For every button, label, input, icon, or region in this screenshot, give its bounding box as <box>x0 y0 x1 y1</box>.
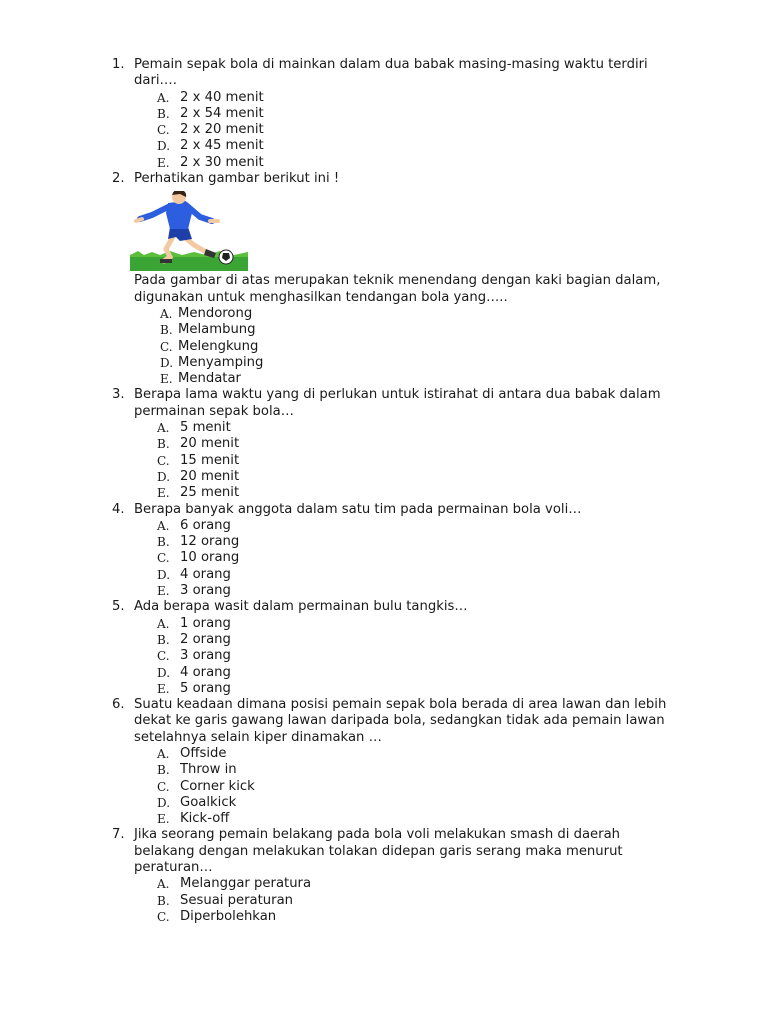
option-letter: A. <box>157 877 170 892</box>
question-7 <box>0 827 768 925</box>
option-text: Kick-off <box>180 811 230 827</box>
option-c <box>0 339 768 355</box>
option-text: 15 menit <box>180 452 240 468</box>
option-text: 20 menit <box>180 436 240 452</box>
option-e <box>0 371 768 387</box>
option-text: 25 menit <box>180 485 240 501</box>
option-letter: D. <box>157 469 171 484</box>
option-d <box>0 795 768 811</box>
option-letter: C. <box>160 339 173 354</box>
option-letter: A. <box>157 90 170 105</box>
option-a <box>0 746 768 762</box>
option-letter: A. <box>157 518 170 533</box>
question-number: 4. <box>112 501 125 517</box>
question-text-continued: Pada gambar di atas merupakan teknik menendang dengan kaki bagian dalam, digunakan untuk menghasilkan tendangan bola yang….. <box>134 273 661 305</box>
option-a <box>0 306 768 322</box>
option-text: 20 menit <box>180 468 240 484</box>
option-letter: B. <box>157 763 170 778</box>
option-d <box>0 355 768 371</box>
option-letter: E. <box>157 812 170 827</box>
option-letter: B. <box>157 893 170 908</box>
option-text: 2 x 54 menit <box>180 105 264 121</box>
option-text: 12 orang <box>180 534 240 550</box>
option-b <box>0 106 768 122</box>
option-list <box>0 616 768 697</box>
option-c <box>0 779 768 795</box>
option-a <box>0 420 768 436</box>
option-letter: E. <box>157 155 170 170</box>
option-list <box>0 518 768 599</box>
option-b <box>0 762 768 778</box>
option-letter: B. <box>157 437 170 452</box>
option-letter: C. <box>157 909 170 924</box>
option-letter: C. <box>157 551 170 566</box>
question-number: 1. <box>112 57 125 72</box>
option-d <box>0 665 768 681</box>
option-b <box>0 632 768 648</box>
option-letter: B. <box>157 535 170 550</box>
question-text: Jika seorang pemain belakang pada bola voli melakukan smash di daerah belakang dengan melakukan tolakan didepan garis serang maka menurut peraturan… <box>134 827 623 876</box>
option-text: Throw in <box>180 762 237 778</box>
option-text: 5 orang <box>180 680 231 696</box>
option-a <box>0 616 768 632</box>
option-letter: B. <box>160 323 173 338</box>
option-text: Mendorong <box>178 305 253 321</box>
question-3 <box>0 387 768 501</box>
option-letter: E. <box>157 681 170 696</box>
soccer-player-image <box>130 191 248 271</box>
option-text: Melengkung <box>178 338 259 354</box>
question-text: Ada berapa wasit dalam permainan bulu tangkis… <box>134 599 468 615</box>
option-d <box>0 567 768 583</box>
option-letter: D. <box>157 139 171 154</box>
option-e <box>0 583 768 599</box>
option-letter: D. <box>157 567 171 582</box>
question-number: 6. <box>112 697 125 713</box>
option-b <box>0 893 768 909</box>
option-text: Diperbolehkan <box>180 908 277 924</box>
option-c <box>0 909 768 925</box>
option-letter: C. <box>157 123 170 138</box>
question-number: 5. <box>112 599 125 615</box>
question-5 <box>0 599 768 697</box>
option-letter: B. <box>157 106 170 121</box>
option-text: 2 orang <box>180 631 231 647</box>
option-letter: D. <box>157 795 171 810</box>
option-c <box>0 648 768 664</box>
option-a <box>0 90 768 106</box>
option-letter: C. <box>157 779 170 794</box>
option-text: Sesuai peraturan <box>180 892 294 908</box>
question-2 <box>0 171 768 387</box>
option-list <box>0 876 768 925</box>
option-text: 2 x 45 menit <box>180 138 264 154</box>
option-list <box>0 90 768 171</box>
option-d <box>0 469 768 485</box>
question-text: Pemain sepak bola di mainkan dalam dua babak masing-masing waktu terdiri dari…. <box>134 57 648 89</box>
question-text: Berapa banyak anggota dalam satu tim pada permainan bola voli… <box>134 501 582 517</box>
option-list <box>0 306 768 387</box>
option-text: Melambung <box>178 322 256 338</box>
option-text: 1 orang <box>180 615 231 631</box>
soccer-player-illustration <box>130 191 248 271</box>
option-letter: A. <box>157 421 170 436</box>
option-text: Goalkick <box>180 794 237 810</box>
option-letter: A. <box>157 746 170 761</box>
option-e <box>0 811 768 827</box>
question-1 <box>0 57 768 171</box>
question-number: 7. <box>112 827 125 843</box>
option-letter: C. <box>157 649 170 664</box>
option-a <box>0 876 768 892</box>
option-e <box>0 155 768 171</box>
option-text: Mendatar <box>178 371 241 387</box>
option-text: 10 orang <box>180 550 240 566</box>
option-letter: D. <box>157 665 171 680</box>
option-text: Melanggar peratura <box>180 876 312 892</box>
option-text: Menyamping <box>178 354 264 370</box>
document-page <box>0 57 768 925</box>
question-text: Suatu keadaan dimana posisi pemain sepak bola berada di area lawan dan lebih dekat ke garis gawang lawan daripada bola, sedangkan tidak ada pemain lawan setelahnya selain kiper dinamakan … <box>134 697 667 745</box>
option-c <box>0 453 768 469</box>
option-text: Offside <box>180 745 227 761</box>
question-6 <box>0 697 768 827</box>
question-number: 2. <box>112 171 125 187</box>
question-text: Berapa lama waktu yang di perlukan untuk istirahat di antara dua babak dalam permainan sepak bola… <box>134 387 661 419</box>
option-b <box>0 322 768 338</box>
option-letter: D. <box>160 355 174 370</box>
option-text: 3 orang <box>180 648 231 664</box>
question-4 <box>0 502 768 600</box>
option-text: 3 orang <box>180 583 231 599</box>
option-letter: C. <box>157 453 170 468</box>
option-letter: B. <box>157 632 170 647</box>
question-text: Perhatikan gambar berikut ini ! <box>134 171 340 187</box>
option-e <box>0 485 768 501</box>
option-a <box>0 518 768 534</box>
option-text: 4 orang <box>180 566 231 582</box>
option-text: 2 x 30 menit <box>180 154 264 170</box>
option-letter: E. <box>157 486 170 501</box>
option-letter: A. <box>160 306 173 321</box>
option-list <box>0 746 768 827</box>
option-d <box>0 138 768 154</box>
option-c <box>0 550 768 566</box>
option-b <box>0 436 768 452</box>
option-text: Corner kick <box>180 778 255 794</box>
option-text: 2 x 40 menit <box>180 89 264 105</box>
option-letter: A. <box>157 616 170 631</box>
question-number: 3. <box>112 387 125 403</box>
option-text: 2 x 20 menit <box>180 122 264 138</box>
option-text: 5 menit <box>180 420 231 436</box>
option-text: 4 orang <box>180 664 231 680</box>
option-c <box>0 122 768 138</box>
option-e <box>0 681 768 697</box>
option-letter: E. <box>160 372 173 387</box>
option-text: 6 orang <box>180 517 231 533</box>
option-b <box>0 534 768 550</box>
option-letter: E. <box>157 584 170 599</box>
option-list <box>0 420 768 501</box>
